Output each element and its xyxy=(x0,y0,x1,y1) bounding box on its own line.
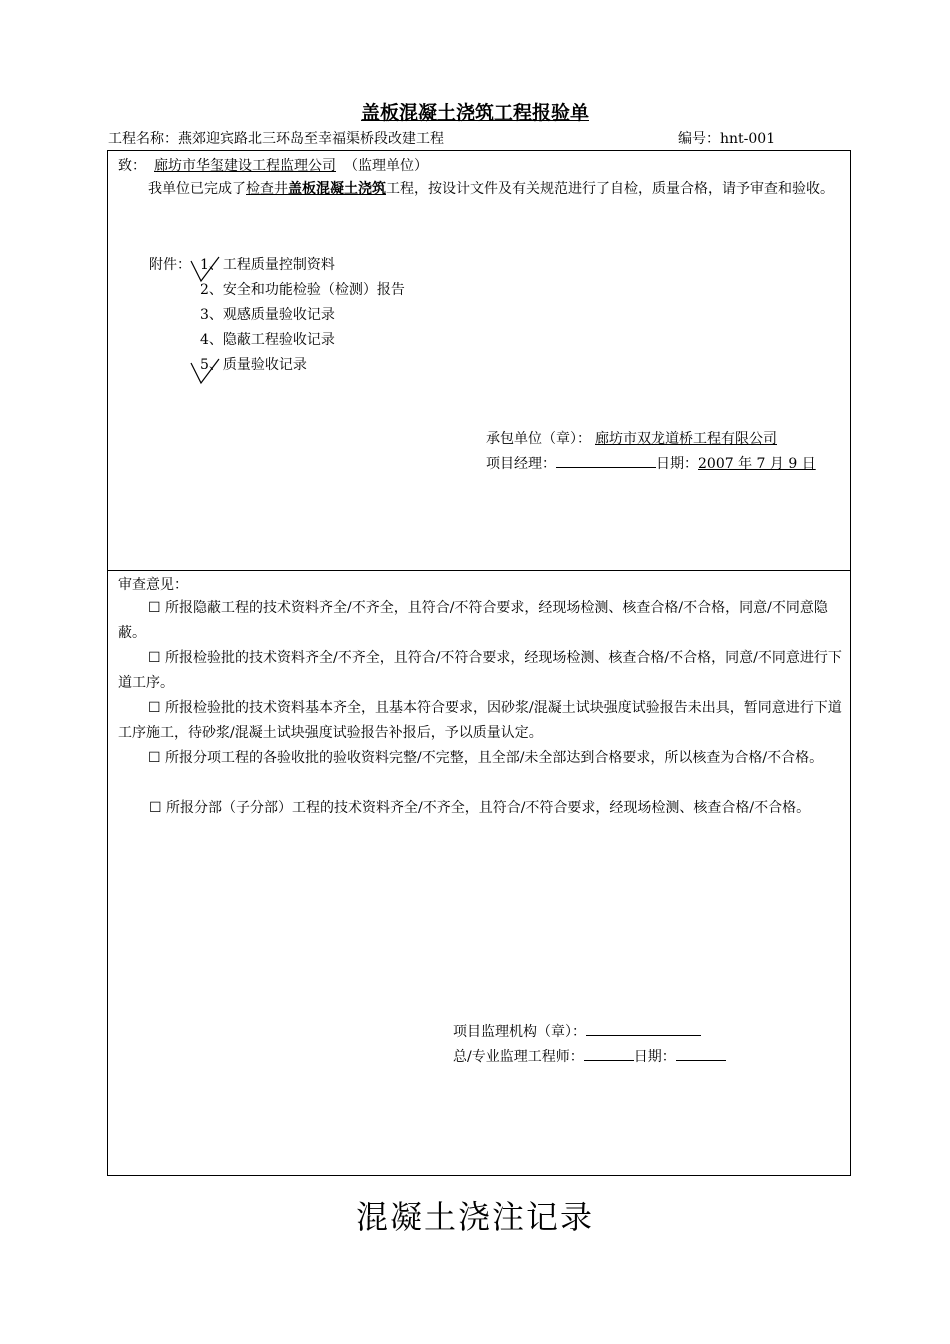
review-option[interactable]: ☐ 所报分部（子分部）工程的技术资料齐全/不齐全，且符合/不符合要求，经现场检测、核查合格/不合格。 xyxy=(149,800,811,816)
attachments-label: 附件： xyxy=(149,257,191,273)
next-page-title: 混凝土浇注记录 xyxy=(355,1198,594,1236)
attachment-item: 4、隐蔽工程验收记录 xyxy=(200,332,335,348)
attachment-item: 1、工程质量控制资料 xyxy=(200,257,335,273)
checkmark-icon xyxy=(188,353,222,387)
supervision-role: （监理单位） xyxy=(344,158,428,174)
review-option[interactable]: ☐ 所报隐蔽工程的技术资料齐全/不齐全，且符合/不符合要求，经现场检测、核查合格/不合格，同意/不同意隐蔽。 xyxy=(118,600,828,641)
number-label: 编号： xyxy=(678,131,720,147)
to-label: 致： xyxy=(118,158,146,174)
supervision-org-blank[interactable] xyxy=(586,1021,701,1036)
engineer-label: 总/专业监理工程师： xyxy=(453,1049,584,1065)
report-form xyxy=(107,150,851,1176)
document-title: 盖板混凝土浇筑工程报验单 xyxy=(360,102,589,124)
engineer-signature-blank[interactable] xyxy=(584,1046,634,1061)
project-name: 燕郊迎宾路北三环岛至幸福渠桥段改建工程 xyxy=(178,131,444,147)
project-name-label: 工程名称： xyxy=(108,131,178,147)
contractor-label: 承包单位（章）： xyxy=(486,431,591,447)
work-item-location: 检查井 xyxy=(246,181,288,197)
document-number-row xyxy=(678,128,775,148)
review-option[interactable]: ☐ 所报检验批的技术资料基本齐全，且基本符合要求，因砂浆/混凝土试块强度试验报告未出具，暂同意进行下道工序施工，待砂浆/混凝土试块强度试验报告补报后，予以质量认定。 xyxy=(118,700,842,741)
review-option[interactable]: ☐ 所报分项工程的各验收批的验收资料完整/不完整，且全部/未全部达到合格要求，所以核查为合格/不合格。 xyxy=(148,750,824,766)
supervision-org-row xyxy=(453,1021,701,1041)
review-date-blank[interactable] xyxy=(676,1046,726,1061)
section-divider xyxy=(108,570,850,571)
project-name-row xyxy=(108,128,444,148)
review-option[interactable]: ☐ 所报检验批的技术资料齐全/不齐全，且符合/不符合要求，经现场检测、核查合格/不合格，同意/不同意进行下道工序。 xyxy=(118,650,842,691)
attachment-item: 2、安全和功能检验（检测）报告 xyxy=(200,282,405,298)
supervision-company: 廊坊市华玺建设工程监理公司 xyxy=(154,158,336,174)
manager-row xyxy=(486,453,816,473)
submission-statement: 我单位已完成了检查井盖板混凝土浇筑工程，按设计文件及有关规范进行了自检，质量合格，请予审查和验收。 xyxy=(148,181,834,197)
attachment-item: 3、观感质量验收记录 xyxy=(200,307,335,323)
review-date-label: 日期： xyxy=(633,1049,676,1065)
engineer-row xyxy=(453,1046,726,1066)
addressee-row xyxy=(118,155,428,175)
manager-label: 项目经理： xyxy=(486,456,556,472)
contractor-name: 廊坊市双龙道桥工程有限公司 xyxy=(595,431,777,447)
work-item-name: 盖板混凝土浇筑 xyxy=(288,181,386,197)
attachment-item: 5、质量验收记录 xyxy=(200,357,307,373)
date-label: 日期： xyxy=(656,456,698,472)
contractor-row xyxy=(486,428,785,448)
review-label: 审查意见： xyxy=(118,577,188,593)
manager-signature-blank[interactable] xyxy=(556,453,656,468)
checkmark-icon xyxy=(188,251,222,285)
document-number: hnt-001 xyxy=(720,131,776,147)
supervision-org-label: 项目监理机构（章）： xyxy=(453,1024,586,1040)
submission-date: 2007 年 7 月 9 日 xyxy=(698,456,816,472)
